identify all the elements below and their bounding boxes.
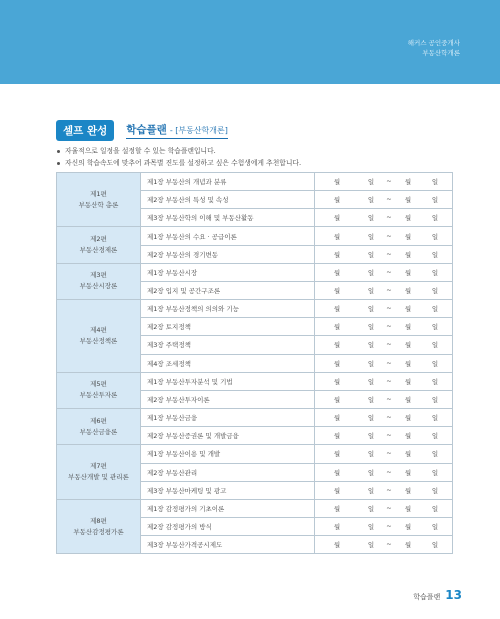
- date-end-day: 일: [431, 541, 439, 550]
- date-start-day: 일: [367, 504, 375, 513]
- date-end-month: 월: [404, 323, 412, 332]
- date-start-month: 월: [333, 523, 341, 532]
- part-name: 부동산정책론: [79, 336, 118, 345]
- date-end-day: 일: [431, 432, 439, 441]
- intro-bullets: [56, 146, 301, 169]
- date-start-day: 일: [367, 541, 375, 550]
- plan-row: [57, 300, 453, 318]
- date-start-day: 일: [367, 468, 375, 477]
- chapter-cell: 제1장 부동산의 개념과 분류: [141, 173, 315, 191]
- date-end-day: 일: [431, 196, 439, 205]
- part-cell: [57, 173, 141, 227]
- date-start-month: 월: [333, 268, 341, 277]
- chapter-cell: 제2장 부동산의 경기변동: [141, 245, 315, 263]
- date-end-day: 일: [431, 377, 439, 386]
- date-start-day: 일: [367, 395, 375, 404]
- date-tilde: ~: [386, 376, 392, 385]
- date-tilde: ~: [386, 503, 392, 512]
- chapter-cell: 제1장 부동산정책의 의의와 기능: [141, 300, 315, 318]
- date-tilde: ~: [386, 231, 392, 240]
- date-range-cell[interactable]: [315, 245, 453, 263]
- part-name: 부동산시장론: [79, 282, 118, 291]
- date-end-month: 월: [404, 359, 412, 368]
- date-range-cell[interactable]: [315, 481, 453, 499]
- date-start-month: 월: [333, 359, 341, 368]
- bullet-item: 자신의 학습속도에 맞추어 과목별 진도를 설정하고 싶은 수험생에게 추천합니다.: [56, 158, 301, 170]
- part-name: 부동산감정평가론: [73, 527, 124, 536]
- chapter-cell: 제1장 부동산이용 및 개발: [141, 445, 315, 463]
- chapter-cell: 제2장 부동산증권론 및 개발금융: [141, 427, 315, 445]
- date-start-day: 일: [367, 250, 375, 259]
- date-start-month: 월: [333, 305, 341, 314]
- date-tilde: ~: [386, 522, 392, 531]
- date-range-cell[interactable]: [315, 227, 453, 245]
- part-number: 제1편: [90, 189, 107, 198]
- date-range-cell[interactable]: [315, 191, 453, 209]
- date-start-day: 일: [367, 450, 375, 459]
- date-range-cell[interactable]: [315, 300, 453, 318]
- part-cell: [57, 409, 141, 445]
- date-range-cell[interactable]: [315, 263, 453, 281]
- date-tilde: ~: [386, 485, 392, 494]
- date-start-month: 월: [333, 504, 341, 513]
- date-start-day: 일: [367, 523, 375, 532]
- footer-label: 학습플랜: [413, 593, 441, 601]
- date-end-month: 월: [404, 450, 412, 459]
- date-end-day: 일: [431, 359, 439, 368]
- chapter-cell: 제3장 부동산가격공시제도: [141, 536, 315, 554]
- heading-row: [56, 120, 228, 141]
- date-start-month: 월: [333, 323, 341, 332]
- date-end-day: 일: [431, 268, 439, 277]
- date-start-day: 일: [367, 486, 375, 495]
- date-end-day: 일: [431, 214, 439, 223]
- date-range-cell[interactable]: [315, 463, 453, 481]
- date-end-day: 일: [431, 232, 439, 241]
- date-start-day: 일: [367, 341, 375, 350]
- bullet-item: 자율적으로 일정을 설정할 수 있는 학습플랜입니다.: [56, 146, 301, 158]
- date-range-cell[interactable]: [315, 427, 453, 445]
- date-start-month: 월: [333, 486, 341, 495]
- date-end-month: 월: [404, 287, 412, 296]
- date-end-day: 일: [431, 250, 439, 259]
- brand-line-1: 해커스 공인중개사: [407, 39, 460, 47]
- part-cell: [57, 300, 141, 373]
- date-start-day: 일: [367, 359, 375, 368]
- date-tilde: ~: [386, 195, 392, 204]
- date-end-month: 월: [404, 504, 412, 513]
- date-end-day: 일: [431, 523, 439, 532]
- part-name: 부동산투자론: [79, 391, 118, 400]
- chapter-cell: 제2장 토지정책: [141, 318, 315, 336]
- plan-row: [57, 409, 453, 427]
- part-cell: [57, 372, 141, 408]
- date-start-month: 월: [333, 432, 341, 441]
- date-start-day: 일: [367, 196, 375, 205]
- date-end-month: 월: [404, 377, 412, 386]
- date-end-month: 월: [404, 486, 412, 495]
- date-start-day: 일: [367, 268, 375, 277]
- date-start-day: 일: [367, 414, 375, 423]
- self-complete-badge: 셀프 완성: [56, 120, 114, 141]
- chapter-cell: 제2장 입지 및 공간구조론: [141, 281, 315, 299]
- date-end-day: 일: [431, 178, 439, 187]
- date-tilde: ~: [386, 340, 392, 349]
- chapter-cell: 제1장 부동산시장: [141, 263, 315, 281]
- date-tilde: ~: [386, 540, 392, 549]
- date-end-day: 일: [431, 414, 439, 423]
- title-subtitle: - [부동산학개론]: [169, 126, 228, 135]
- part-cell: [57, 263, 141, 299]
- plan-row: [57, 227, 453, 245]
- date-start-day: 일: [367, 432, 375, 441]
- date-end-day: 일: [431, 450, 439, 459]
- part-cell: [57, 445, 141, 499]
- part-number: 제8편: [90, 516, 107, 525]
- date-start-month: 월: [333, 250, 341, 259]
- date-end-month: 월: [404, 214, 412, 223]
- date-tilde: ~: [386, 286, 392, 295]
- date-tilde: ~: [386, 177, 392, 186]
- date-start-month: 월: [333, 178, 341, 187]
- date-tilde: ~: [386, 322, 392, 331]
- study-plan-table: [56, 172, 453, 554]
- date-start-month: 월: [333, 377, 341, 386]
- date-end-month: 월: [404, 250, 412, 259]
- chapter-cell: 제1장 감정평가의 기초이론: [141, 499, 315, 517]
- date-end-month: 월: [404, 395, 412, 404]
- date-tilde: ~: [386, 449, 392, 458]
- date-end-day: 일: [431, 504, 439, 513]
- plan-row: [57, 263, 453, 281]
- date-tilde: ~: [386, 267, 392, 276]
- brand-block: [408, 38, 460, 58]
- date-end-month: 월: [404, 414, 412, 423]
- date-tilde: ~: [386, 249, 392, 258]
- date-end-day: 일: [431, 305, 439, 314]
- date-start-day: 일: [367, 377, 375, 386]
- date-start-day: 일: [367, 214, 375, 223]
- part-number: 제5편: [90, 380, 107, 389]
- date-end-day: 일: [431, 323, 439, 332]
- date-start-month: 월: [333, 214, 341, 223]
- part-name: 부동산금융론: [79, 427, 118, 436]
- date-end-day: 일: [431, 486, 439, 495]
- date-range-cell[interactable]: [315, 209, 453, 227]
- date-end-month: 월: [404, 196, 412, 205]
- date-end-month: 월: [404, 268, 412, 277]
- date-start-month: 월: [333, 196, 341, 205]
- date-end-month: 월: [404, 232, 412, 241]
- date-range-cell[interactable]: [315, 372, 453, 390]
- date-range-cell[interactable]: [315, 336, 453, 354]
- date-start-month: 월: [333, 287, 341, 296]
- chapter-cell: 제2장 부동산의 특성 및 속성: [141, 191, 315, 209]
- chapter-cell: 제2장 부동산투자이론: [141, 390, 315, 408]
- part-name: 부동산개발 및 관리론: [68, 473, 129, 482]
- plan-row: [57, 499, 453, 517]
- part-number: 제2편: [90, 235, 107, 244]
- header-band: [0, 0, 500, 84]
- date-end-month: 월: [404, 341, 412, 350]
- part-number: 제7편: [90, 462, 107, 471]
- date-end-day: 일: [431, 341, 439, 350]
- date-start-day: 일: [367, 232, 375, 241]
- chapter-cell: 제2장 부동산관리: [141, 463, 315, 481]
- chapter-cell: 제1장 부동산투자분석 및 기법: [141, 372, 315, 390]
- page-title: [126, 122, 228, 139]
- date-end-month: 월: [404, 305, 412, 314]
- date-start-month: 월: [333, 395, 341, 404]
- date-end-month: 월: [404, 468, 412, 477]
- date-start-day: 일: [367, 305, 375, 314]
- part-cell: [57, 227, 141, 263]
- chapter-cell: 제3장 부동산학의 이해 및 부동산활동: [141, 209, 315, 227]
- date-start-month: 월: [333, 341, 341, 350]
- date-range-cell[interactable]: [315, 173, 453, 191]
- date-tilde: ~: [386, 394, 392, 403]
- date-tilde: ~: [386, 431, 392, 440]
- date-range-cell[interactable]: [315, 318, 453, 336]
- date-tilde: ~: [386, 358, 392, 367]
- date-tilde: ~: [386, 304, 392, 313]
- chapter-cell: 제1장 부동산의 수요 · 공급이론: [141, 227, 315, 245]
- date-range-cell[interactable]: [315, 517, 453, 535]
- part-number: 제3편: [90, 271, 107, 280]
- plan-row: [57, 445, 453, 463]
- chapter-cell: 제3장 부동산마케팅 및 광고: [141, 481, 315, 499]
- date-start-month: 월: [333, 541, 341, 550]
- part-name: 부동산경제론: [79, 246, 118, 255]
- chapter-cell: 제2장 감정평가의 방식: [141, 517, 315, 535]
- date-range-cell[interactable]: [315, 354, 453, 372]
- page-number: 13: [445, 588, 462, 602]
- date-range-cell[interactable]: [315, 409, 453, 427]
- plan-row: [57, 372, 453, 390]
- chapter-cell: 제1장 부동산금융: [141, 409, 315, 427]
- page-footer: [413, 588, 462, 602]
- date-start-day: 일: [367, 323, 375, 332]
- date-end-month: 월: [404, 178, 412, 187]
- chapter-cell: 제4장 조세정책: [141, 354, 315, 372]
- date-end-month: 월: [404, 523, 412, 532]
- part-cell: [57, 499, 141, 553]
- date-end-month: 월: [404, 541, 412, 550]
- date-range-cell[interactable]: [315, 536, 453, 554]
- date-tilde: ~: [386, 213, 392, 222]
- date-range-cell[interactable]: [315, 445, 453, 463]
- date-end-day: 일: [431, 287, 439, 296]
- part-number: 제4편: [90, 325, 107, 334]
- date-range-cell[interactable]: [315, 390, 453, 408]
- date-start-month: 월: [333, 232, 341, 241]
- part-name: 부동산학 총론: [78, 200, 119, 209]
- date-range-cell[interactable]: [315, 499, 453, 517]
- chapter-cell: 제3장 주택정책: [141, 336, 315, 354]
- date-start-month: 월: [333, 414, 341, 423]
- date-end-day: 일: [431, 395, 439, 404]
- date-start-day: 일: [367, 178, 375, 187]
- date-end-day: 일: [431, 468, 439, 477]
- date-end-month: 월: [404, 432, 412, 441]
- brand-line-2: 부동산학개론: [422, 49, 460, 57]
- title-text: 학습플랜: [126, 124, 167, 136]
- date-tilde: ~: [386, 413, 392, 422]
- date-start-month: 월: [333, 468, 341, 477]
- date-start-month: 월: [333, 450, 341, 459]
- date-range-cell[interactable]: [315, 281, 453, 299]
- part-number: 제6편: [90, 416, 107, 425]
- date-tilde: ~: [386, 467, 392, 476]
- plan-row: [57, 173, 453, 191]
- date-start-day: 일: [367, 287, 375, 296]
